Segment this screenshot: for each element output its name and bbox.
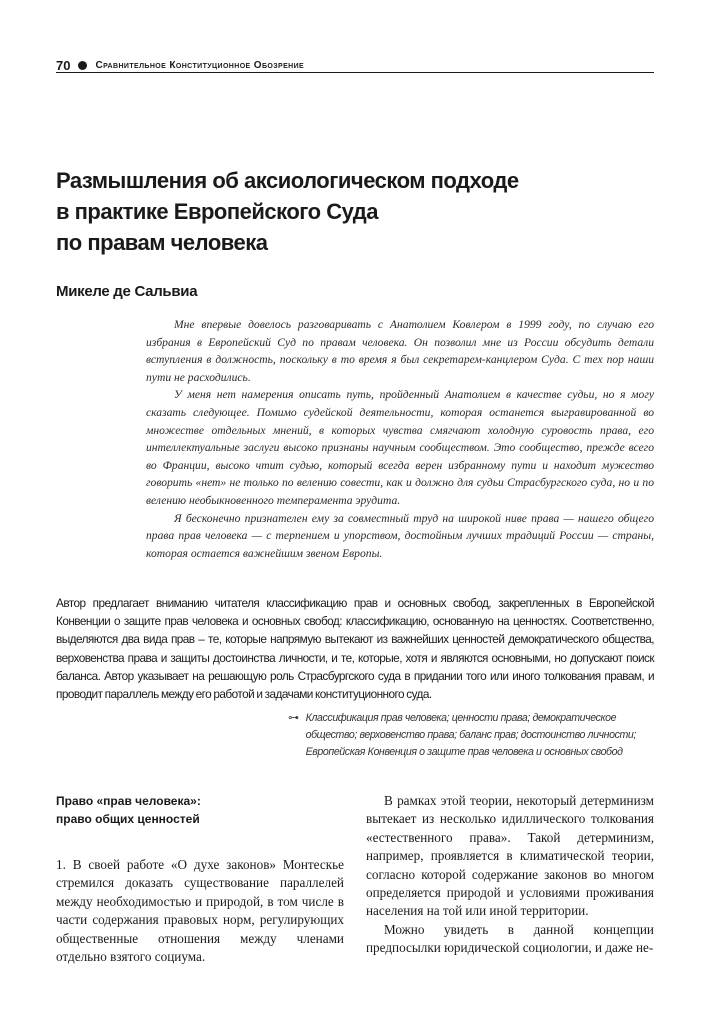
epigraph-paragraph: Мне впервые довелось разговаривать с Анатолием Ковлером в 1999 году, по случаю его избрания в Европейский Суд по правам человека. Он позволил мне из России обсудить детали вступления в должность, поскольку в то время я был секретарем-канцлером Суда. С тех пор наши пути не расходились. [146, 318, 654, 384]
abstract: Автор предлагает вниманию читателя классификацию прав и основных свобод, закрепленных в Европейской Конвенции о защите прав человека и основных свобод: классификацию, основанную на ценностях. Соответственно, выделяются два вида прав – те, которые напрямую вытекают из важнейших ценностей демократического общества, верховенства права и защиты достоинства личности, и те, которые, хотя и являются основными, но допускают поиск баланса. Автор указывает на решающую роль Страсбургского суда в придании того или иного толкования правам, и проводит параллель между его работой и задачами конституционного суда. [56, 596, 654, 702]
journal-title: Сравнительное Конституционное Обозрение [95, 59, 305, 71]
keywords-text [306, 710, 636, 761]
body-paragraph: 1. В своей работе «О духе законов» Монтескье стремился доказать существование параллелей между необходимостью и природой, в том числе в части содержания правовых норм, регулирующих общественные отношения между членами отдельно взятого социума. [56, 857, 344, 965]
epigraph-paragraph: Я бесконечно признателен ему за совместный труд на широкой ниве права — нашего общего права прав человека — с терпением и упорством, достойным лучших традиций России — страны, которая остается важнейшим звеном Европы. [146, 511, 654, 560]
left-column [56, 792, 344, 966]
epigraph-paragraph: У меня нет намерения описать путь, пройденный Анатолием в качестве судьи, но я могу сказать следующее. Помимо судейской деятельности, которая останется выгравированной во множестве отдельных мнений, в которых чувства смягчают холодную суровость права, его интеллектуальные заслуги высоко признаны научным сообществом. Это сообщество, прежде всего во Франции, высоко чтит судью, который всегда верен избранному пути и находит мужество говорить «нет» не только по велению совести, как и должно для судьи Страсбургского суда, но и по велению необыкновенного темперамента эрудита. [146, 388, 654, 507]
keywords-line: Классификация прав человека; ценности права; демократическое [305, 712, 617, 724]
bullet-dot-icon [78, 61, 87, 70]
title-line: в практике Европейского Суда [56, 199, 378, 224]
body-paragraph: В рамках этой теории, некоторый детерминизм вытекает из несколько идиллического толкования «естественного права». Такой детерминизм, например, проявляется в климатической теории, согласно которой содержание законов во многом определяется природой и условиями проживания населения на той или иной территории. [366, 793, 654, 919]
article-title [56, 165, 616, 258]
body-paragraph: Можно увидеть в данной концепции предпосылки юридической социологии, и даже не- [366, 921, 654, 956]
section-heading-line: право общих ценностей [56, 812, 200, 826]
keywords-line: Европейская Конвенция о защите прав человека и основных свобод [305, 746, 623, 758]
key-icon: ⊶ [288, 712, 299, 724]
author-name: Микеле де Сальвиа [56, 283, 198, 300]
right-column [366, 792, 654, 958]
section-heading [56, 792, 344, 828]
dedication-epigraph [146, 316, 654, 562]
title-line: по правам человека [56, 230, 268, 255]
page-number: 70 [56, 57, 71, 73]
keywords-line: общество; верховенство права; баланс прав; достоинство личности; [305, 729, 636, 741]
header-rule [56, 72, 654, 73]
section-heading-line: Право «прав человека»: [56, 794, 201, 808]
title-line: Размышления об аксиологическом подходе [56, 168, 519, 193]
keywords-block [288, 710, 658, 761]
